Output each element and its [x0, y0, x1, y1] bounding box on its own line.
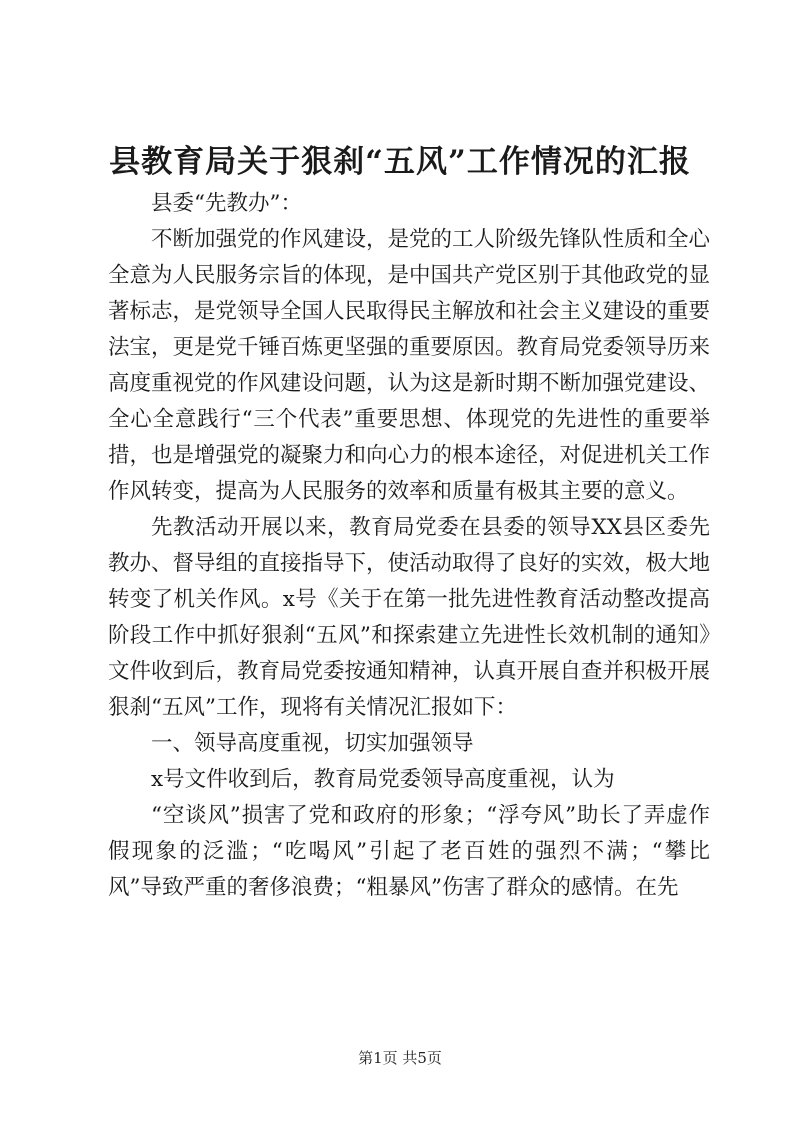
- body-paragraph: x号文件收到后，教育局党委领导高度重视，认为: [151, 767, 615, 792]
- section-heading: 一、领导高度重视，切实加强领导: [151, 731, 474, 756]
- document-body: [108, 186, 710, 906]
- page-number-footer: 第1页 共5页: [358, 1049, 442, 1067]
- document-title: 县教育局关于狠刹“五风”工作情况的汇报: [109, 144, 691, 180]
- body-paragraph: 不断加强党的作风建设，是党的工人阶级先锋队性质和全心全意为人民服务宗旨的体现，是中国共产党区别于其他政党的显著标志，是党领导全国人民取得民主解放和社会主义建设的重要法宝，更是党千锤百炼更坚强的重要原因。教育局党委领导历来高度重视党的作风建设问题，认为这是新时期不断加强党建设、全心全意践行“三个代表”重要思想、体现党的先进性的重要举措，也是增强党的凝聚力和向心力的根本途径，对促进机关工作作风转变，提高为人民服务的效率和质量有极其主要的意义。: [108, 227, 711, 504]
- body-paragraph: “空谈风”损害了党和政府的形象；“浮夸风”助长了弄虚作假现象的泛滥；“吃喝风”引起了老百姓的强烈不满；“攀比风”导致严重的奢侈浪费；“粗暴风”伤害了群众的感情。在先: [108, 803, 710, 900]
- salutation-paragraph: 县委“先教办”：: [151, 191, 302, 216]
- body-paragraph: 先教活动开展以来，教育局党委在县委的领导XX县区委先教办、督导组的直接指导下，使活动取得了良好的实效，极大地转变了机关作风。x号《关于在第一批先进性教育活动整改提高阶段工作中抓好狠刹“五风”和探索建立先进性长效机制的通知》文件收到后，教育局党委按通知精神，认真开展自查并积极开展狠刹“五风”工作，现将有关情况汇报如下：: [108, 515, 711, 720]
